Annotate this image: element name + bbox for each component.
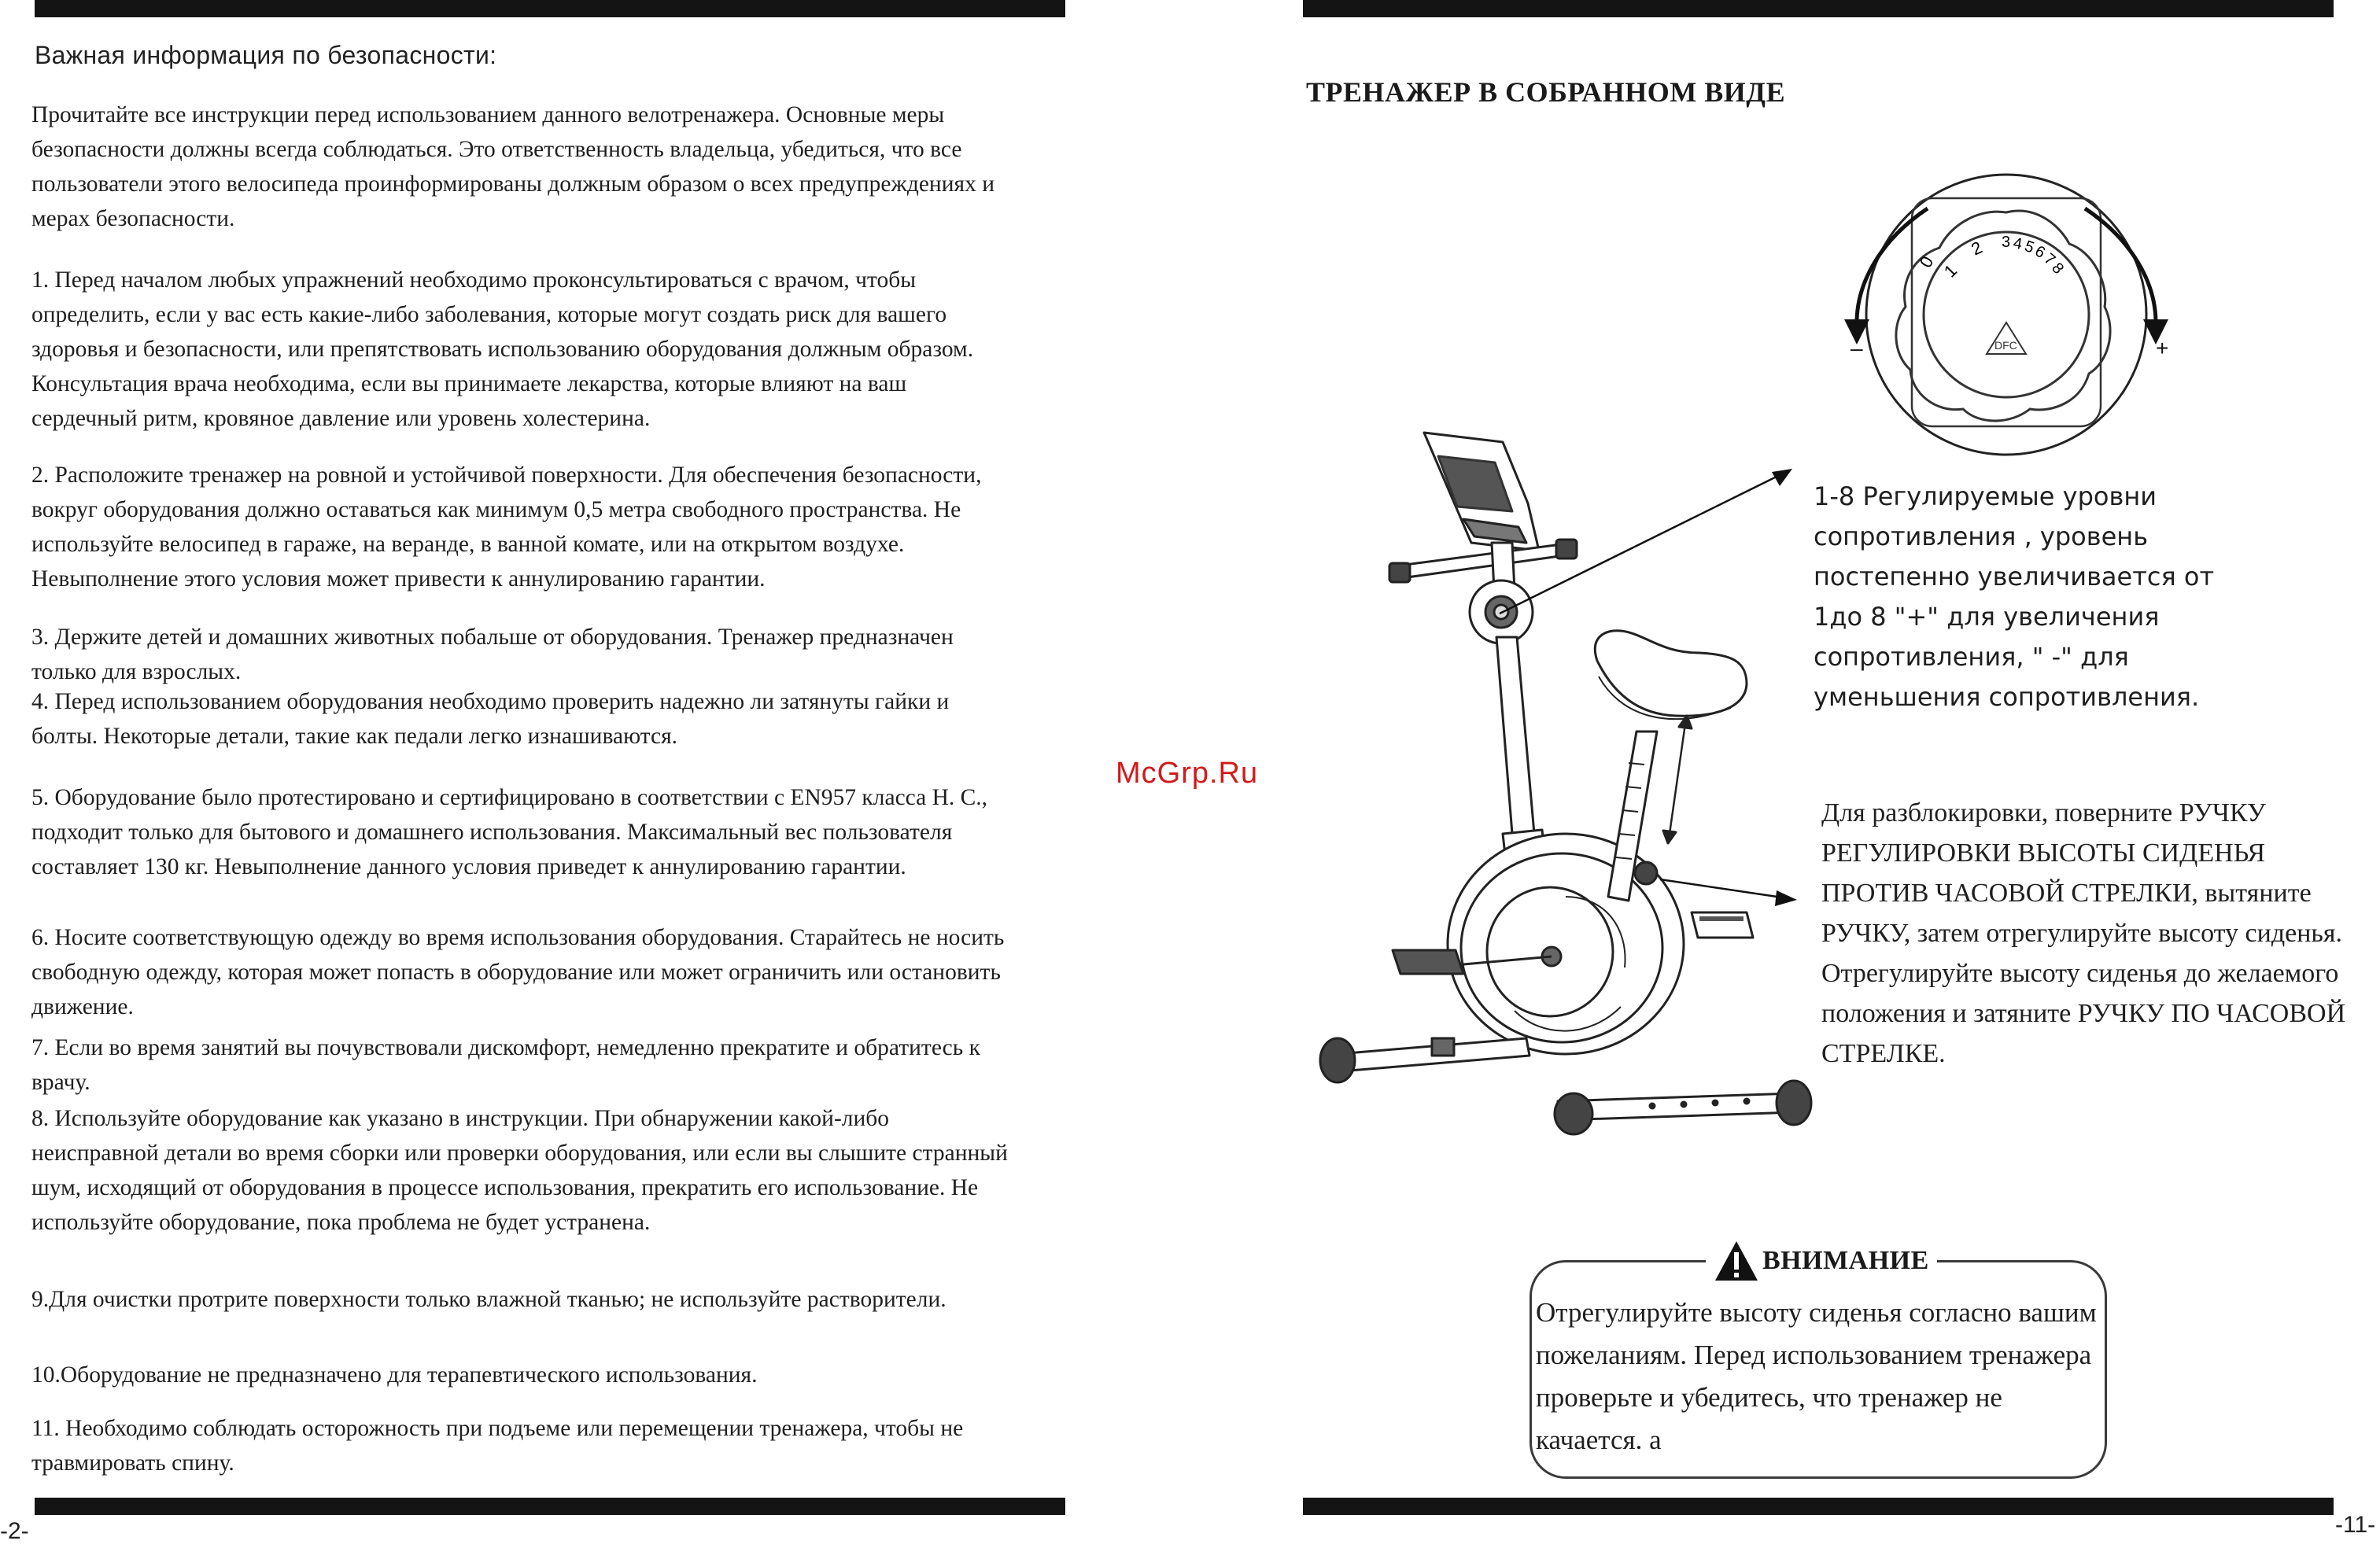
safety-heading: Важная информация по безопасности:	[35, 41, 497, 69]
warning-triangle-icon	[1714, 1240, 1759, 1282]
pointer-arrows	[1495, 464, 1810, 905]
bottom-bar-right	[1303, 1498, 2334, 1515]
knob-scale-3: 3	[2002, 234, 2011, 251]
warning-text: Отрегулируйте высоту сиденья согласно вашим пожеланиям. Перед использованием тренажера проверьте и убедитесь, что тренажер не качается. а	[1536, 1297, 2097, 1455]
pointer-arrow-resistance	[1500, 472, 1786, 614]
safety-item-8: 8. Используйте оборудование как указано в инструкции. При обнаружении какой-либо неисправной детали во время сборки или проверки оборудования, или если вы слышите странный шум, исходящий от оборудования в процессе использования, прекратить его использование. Не используйте оборудование, пока проблема не будет устранена.	[31, 1106, 1008, 1235]
safety-item-1: 1. Перед началом любых упражнений необходимо проконсультироваться с врачом, чтобы определить, если у вас есть какие-либо заболевания, которые могут создать риск для вашего здоровья и безопасности, или препятствовать использованию оборудования должным образом. Консультация врача необходима, если вы принимаете лекарства, которые влияют на ваш сердечный ритм, кровяное давление или уровень холестерина.	[31, 267, 974, 431]
page-number-left: -2-	[0, 1518, 29, 1544]
knob-scale-0: 0	[1915, 252, 1938, 271]
knob-scale-2: 2	[1968, 237, 1986, 260]
page-number-right: -11-	[2335, 1512, 2376, 1538]
safety-item-4: 4. Перед использованием оборудования необходимо проверить надежно ли затянуты гайки и болты. Некоторые детали, такие как педали легко изнашиваются.	[31, 689, 950, 749]
pointer-arrow-seat-head-icon	[1775, 890, 1797, 906]
knob-scale-1: 1	[1939, 260, 1961, 282]
knob-face	[1924, 232, 2089, 397]
warning-header	[1706, 1240, 1937, 1282]
safety-item-9: 9.Для очистки протрите поверхности только влажной тканью; не используйте растворители.	[31, 1287, 946, 1312]
safety-intro: Прочитайте все инструкции перед использованием данного велотренажера. Основные меры безопасности должны всегда соблюдаться. Это ответственность владельца, убедиться, что все пользователи этого велосипеда проинформированы должным образом о всех предупреждениях и мерах безопасности.	[31, 102, 994, 231]
seat-adjust-note: Для разблокировки, поверните РУЧКУ РЕГУЛИРОВКИ ВЫСОТЫ СИДЕНЬЯ ПРОТИВ ЧАСОВОЙ СТРЕЛКИ, вытяните РУЧКУ, затем отрегулируйте высоту сиденья. Отрегулируйте высоту сиденья до желаемого положения и затяните РУЧКУ ПО ЧАСОВОЙ СТРЕЛКЕ.	[1821, 798, 2346, 1068]
knob-minus-label: –	[1850, 336, 1863, 360]
safety-item-6: 6. Носите соответствующую одежду во время использования оборудования. Старайтесь не носить свободную одежду, которая может попасть в оборудование или может ограничить или остановить движение.	[31, 925, 1005, 1019]
safety-item-2: 2. Расположите тренажер на ровной и устойчивой поверхности. Для обеспечения безопасности, вокруг оборудования должно оставаться как минимум 0,5 метра свободного пространства. Не используйте велосипед в гараже, на веранде, в ванной комате, или на открытом воздухе. Невыполнение этого условия может привести к аннулированию гарантии.	[31, 463, 982, 592]
knob-logo: DFC	[1994, 339, 2017, 352]
safety-item-5: 5. Оборудование было протестировано и сертифицировано в соответствии с EN957 класса H. C., подходит только для бытового и домашнего использования. Максимальный вес пользователя составляет 130 кг. Невыполнение данного условия приведет к аннулированию гарантии.	[31, 785, 988, 879]
pointer-arrow-resistance-head-icon	[1772, 469, 1792, 486]
knob-plus-label: +	[2156, 336, 2169, 360]
knob-scale-4: 4	[2012, 234, 2024, 253]
knob-scale-8: 8	[2048, 260, 2068, 278]
safety-item-10: 10.Оборудование не предназначено для терапевтического использования.	[31, 1362, 758, 1388]
assembled-heading: ТРЕНАЖЕР В СОБРАННОМ ВИДЕ	[1306, 76, 1786, 108]
dfc-logo-icon	[1987, 322, 2026, 354]
safety-item-7: 7. Если во время занятий вы почувствовали дискомфорт, немедленно прекратите и обратитесь к врачу.	[31, 1035, 980, 1095]
safety-item-11: 11. Необходимо соблюдать осторожность при подъеме или перемещении тренажера, чтобы не травмировать спину.	[31, 1416, 964, 1476]
left-pedal	[1393, 950, 1463, 974]
knob-scale-6: 6	[2031, 242, 2049, 262]
pointer-arrow-seat	[1660, 879, 1788, 898]
resistance-knob-illustration	[1833, 173, 2179, 456]
knob-scale-5: 5	[2022, 238, 2037, 257]
watermark-link[interactable]: McGrp.Ru	[1116, 757, 1259, 790]
bottom-bar-left	[35, 1498, 1065, 1515]
resistance-note: 1-8 Регулируемые уровни сопротивления , уровень постепенно увеличивается от 1до 8 "+" для увеличения сопротивления, " -" для уменьшения сопротивления.	[1814, 481, 2215, 712]
knob-outer-ring	[1866, 175, 2146, 455]
knob-scale-7: 7	[2040, 249, 2059, 269]
top-bar-right	[1303, 0, 2334, 17]
safety-item-3: 3. Держите детей и домашних животных побальше от оборудования. Тренажер предназначен только для взрослых.	[31, 625, 954, 684]
warning-title: ВНИМАНИЕ	[1762, 1246, 1929, 1275]
top-bar-left	[35, 0, 1065, 17]
right-pedal	[1692, 912, 1753, 938]
